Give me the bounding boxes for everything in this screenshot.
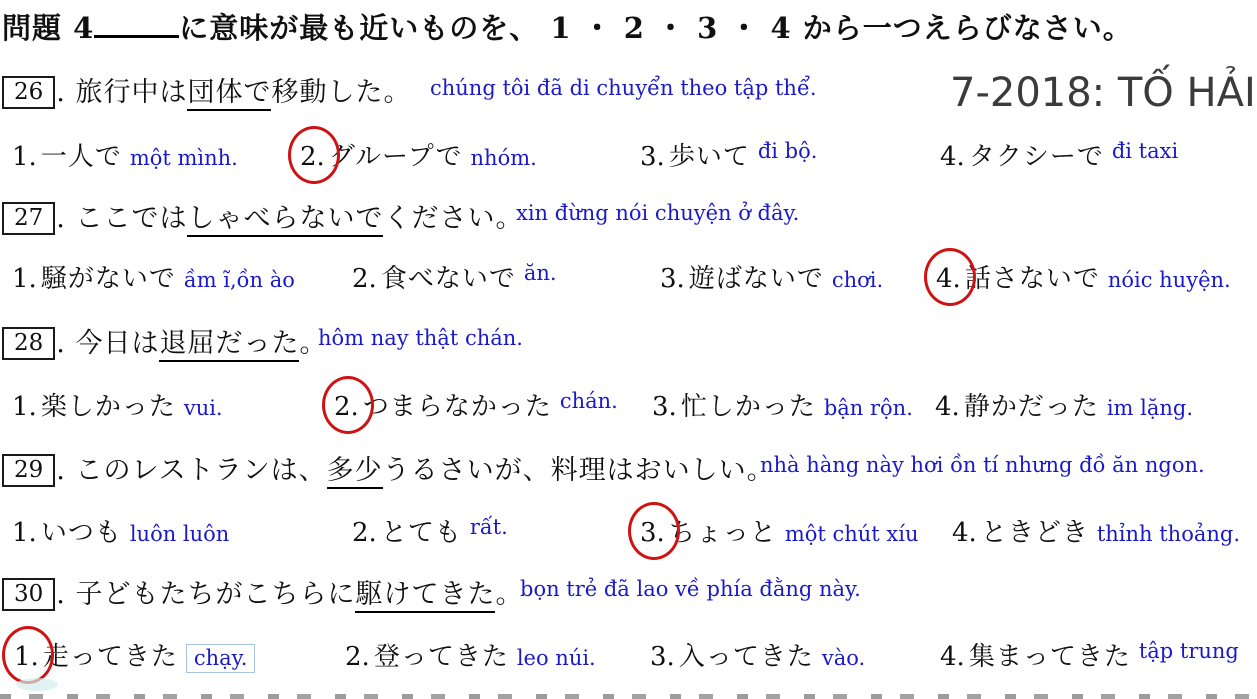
option-japanese: 楽しかった bbox=[40, 392, 176, 422]
option-vietnamese: nhóm. bbox=[470, 146, 537, 170]
option-japanese: 集まってきた bbox=[968, 642, 1131, 672]
question-29-option-1 bbox=[12, 512, 229, 549]
cutoff-text-strip bbox=[0, 694, 1257, 699]
question-28-translation: hôm nay thật chán. bbox=[318, 326, 523, 350]
option-vietnamese: vui. bbox=[183, 396, 223, 420]
question-29-stem bbox=[2, 448, 775, 487]
question-28-stem bbox=[2, 321, 327, 360]
question-number-box: 30 bbox=[2, 578, 55, 611]
stem-underlined-text: 多少 bbox=[327, 455, 383, 489]
question-26-translation: chúng tôi đã di chuyển theo tập thể. bbox=[430, 76, 817, 100]
option-japanese: ときどき bbox=[980, 518, 1089, 548]
question-number-box: 26 bbox=[2, 76, 55, 109]
option-japanese: 静かだった bbox=[963, 392, 1099, 422]
question-number-box: 27 bbox=[2, 202, 55, 235]
option-vietnamese: vào. bbox=[821, 646, 866, 670]
option-japanese: 走ってきた bbox=[42, 642, 178, 672]
option-vietnamese: chạy. bbox=[186, 644, 256, 673]
option-vietnamese: thỉnh thoảng. bbox=[1096, 522, 1241, 546]
question-30-translation: bọn trẻ đã lao về phía đằng này. bbox=[520, 577, 861, 601]
period: . bbox=[56, 203, 66, 234]
blank-underline bbox=[94, 6, 179, 38]
question-27-stem bbox=[2, 196, 523, 235]
answer-circle-icon bbox=[322, 376, 374, 434]
option-japanese: 歩いて bbox=[668, 142, 750, 172]
question-26-option-4 bbox=[940, 136, 1178, 173]
option-japanese: 一人で bbox=[40, 142, 122, 172]
option-number: 2. bbox=[352, 518, 377, 548]
stem-underlined-text: しゃべらないで bbox=[187, 203, 383, 237]
question-29-option-3 bbox=[640, 512, 919, 549]
question-30-option-4 bbox=[940, 636, 1239, 673]
stem-text: このレストランは、 bbox=[75, 455, 327, 486]
source-watermark: 7-2018: TỐ HẢI bbox=[950, 70, 1256, 116]
stem-text: 。 bbox=[495, 579, 524, 610]
question-30-stem bbox=[2, 572, 523, 611]
option-number: 4. bbox=[936, 264, 961, 294]
answer-circle-icon bbox=[628, 502, 680, 560]
question-27-option-1 bbox=[12, 258, 295, 295]
option-vietnamese: leo núi. bbox=[516, 646, 596, 670]
answer-circle-icon bbox=[2, 626, 54, 684]
option-vietnamese: luôn luôn bbox=[129, 522, 230, 546]
option-japanese: 騒がないで bbox=[40, 264, 176, 294]
option-japanese: グループで bbox=[328, 142, 463, 172]
question-28-option-2 bbox=[334, 386, 618, 423]
stem-text: ください。 bbox=[383, 203, 524, 234]
option-vietnamese: bận rộn. bbox=[823, 396, 913, 420]
option-vietnamese: im lặng. bbox=[1106, 396, 1194, 420]
option-japanese: つまらなかった bbox=[362, 392, 552, 422]
option-vietnamese: rất. bbox=[469, 515, 508, 539]
period: . bbox=[56, 579, 66, 610]
option-vietnamese: một chút xíu bbox=[784, 522, 919, 546]
stem-text: ここでは bbox=[75, 203, 188, 234]
stem-underlined-text: 団体で bbox=[187, 77, 271, 111]
question-26-option-1 bbox=[12, 136, 238, 173]
question-29-translation: nhà hàng này hơi ồn tí nhưng đồ ăn ngon. bbox=[760, 453, 1205, 477]
question-27-option-4 bbox=[936, 258, 1231, 295]
question-28-option-1 bbox=[12, 386, 223, 423]
question-26-option-3 bbox=[640, 136, 817, 173]
option-japanese: 入ってきた bbox=[678, 642, 814, 672]
question-30-option-3 bbox=[650, 636, 865, 673]
option-vietnamese: chán. bbox=[559, 389, 618, 413]
question-number-box: 29 bbox=[2, 454, 55, 487]
question-29-option-2 bbox=[352, 512, 508, 549]
option-vietnamese: ầm ĩ,ồn ào bbox=[183, 268, 295, 292]
option-japanese: ちょっと bbox=[668, 518, 777, 548]
period: . bbox=[56, 77, 66, 108]
option-vietnamese: nóic huyện. bbox=[1107, 268, 1231, 292]
question-28-option-3 bbox=[652, 386, 913, 423]
option-number: 1. bbox=[12, 142, 37, 172]
question-28-option-4 bbox=[935, 386, 1193, 423]
option-japanese: 登ってきた bbox=[373, 642, 509, 672]
option-japanese: タクシーで bbox=[968, 142, 1104, 172]
question-27-option-3 bbox=[660, 258, 883, 295]
question-29-option-4 bbox=[952, 512, 1240, 549]
option-number: 3. bbox=[652, 392, 677, 422]
option-number: 2. bbox=[334, 392, 359, 422]
option-japanese: 忙しかった bbox=[680, 392, 816, 422]
period: . bbox=[56, 328, 66, 359]
scan-smudge bbox=[16, 678, 58, 691]
option-number: 1. bbox=[12, 518, 37, 548]
stem-text: 。 bbox=[299, 328, 328, 359]
option-vietnamese: chơi. bbox=[831, 268, 884, 292]
question-30-option-1 bbox=[14, 636, 255, 673]
option-vietnamese: tập trung bbox=[1138, 639, 1239, 663]
problem-heading bbox=[2, 6, 1133, 47]
problem-instruction: に意味が最も近いものを、 1 ・ 2 ・ 3 ・ 4 から一つえらびなさい。 bbox=[179, 11, 1133, 45]
option-number: 1. bbox=[12, 392, 37, 422]
option-number: 4. bbox=[940, 642, 965, 672]
question-27-translation: xin đừng nói chuyện ở đây. bbox=[516, 201, 800, 225]
stem-text: 移動した。 bbox=[271, 77, 412, 108]
stem-text: 今日は bbox=[75, 328, 160, 359]
answer-circle-icon bbox=[288, 126, 340, 184]
option-japanese: とても bbox=[380, 518, 462, 548]
option-japanese: 話さないで bbox=[964, 264, 1100, 294]
option-number: 3. bbox=[640, 518, 665, 548]
stem-text: 旅行中は bbox=[75, 77, 188, 108]
option-japanese: いつも bbox=[40, 518, 122, 548]
option-vietnamese: một mình. bbox=[129, 146, 238, 170]
question-30-option-2 bbox=[345, 636, 596, 673]
option-number: 3. bbox=[640, 142, 665, 172]
stem-underlined-text: 退屈だった bbox=[159, 328, 299, 362]
question-27-option-2 bbox=[352, 258, 557, 295]
option-vietnamese: đi taxi bbox=[1111, 139, 1179, 163]
question-number-box: 28 bbox=[2, 327, 55, 360]
stem-underlined-text: 駆けてきた bbox=[355, 579, 495, 613]
option-number: 3. bbox=[650, 642, 675, 672]
option-japanese: 遊ばないで bbox=[688, 264, 824, 294]
option-number: 2. bbox=[352, 264, 377, 294]
option-number: 2. bbox=[300, 142, 325, 172]
option-number: 4. bbox=[940, 142, 965, 172]
option-vietnamese: ăn. bbox=[523, 261, 557, 285]
answer-circle-icon bbox=[924, 248, 976, 306]
option-number: 2. bbox=[345, 642, 370, 672]
question-26-stem bbox=[2, 70, 411, 109]
period: . bbox=[56, 455, 66, 486]
question-26-option-2 bbox=[300, 136, 537, 173]
option-number: 3. bbox=[660, 264, 685, 294]
stem-text: うるさいが、料理はおいしい。 bbox=[382, 455, 775, 486]
option-vietnamese: đi bộ. bbox=[757, 139, 818, 163]
option-japanese: 食べないで bbox=[380, 264, 516, 294]
stem-text: 子どもたちがこちらに bbox=[75, 579, 356, 610]
option-number: 4. bbox=[935, 392, 960, 422]
problem-label: 問題 4 bbox=[2, 11, 95, 45]
option-number: 1. bbox=[12, 264, 37, 294]
option-number: 1. bbox=[14, 642, 39, 672]
option-number: 4. bbox=[952, 518, 977, 548]
